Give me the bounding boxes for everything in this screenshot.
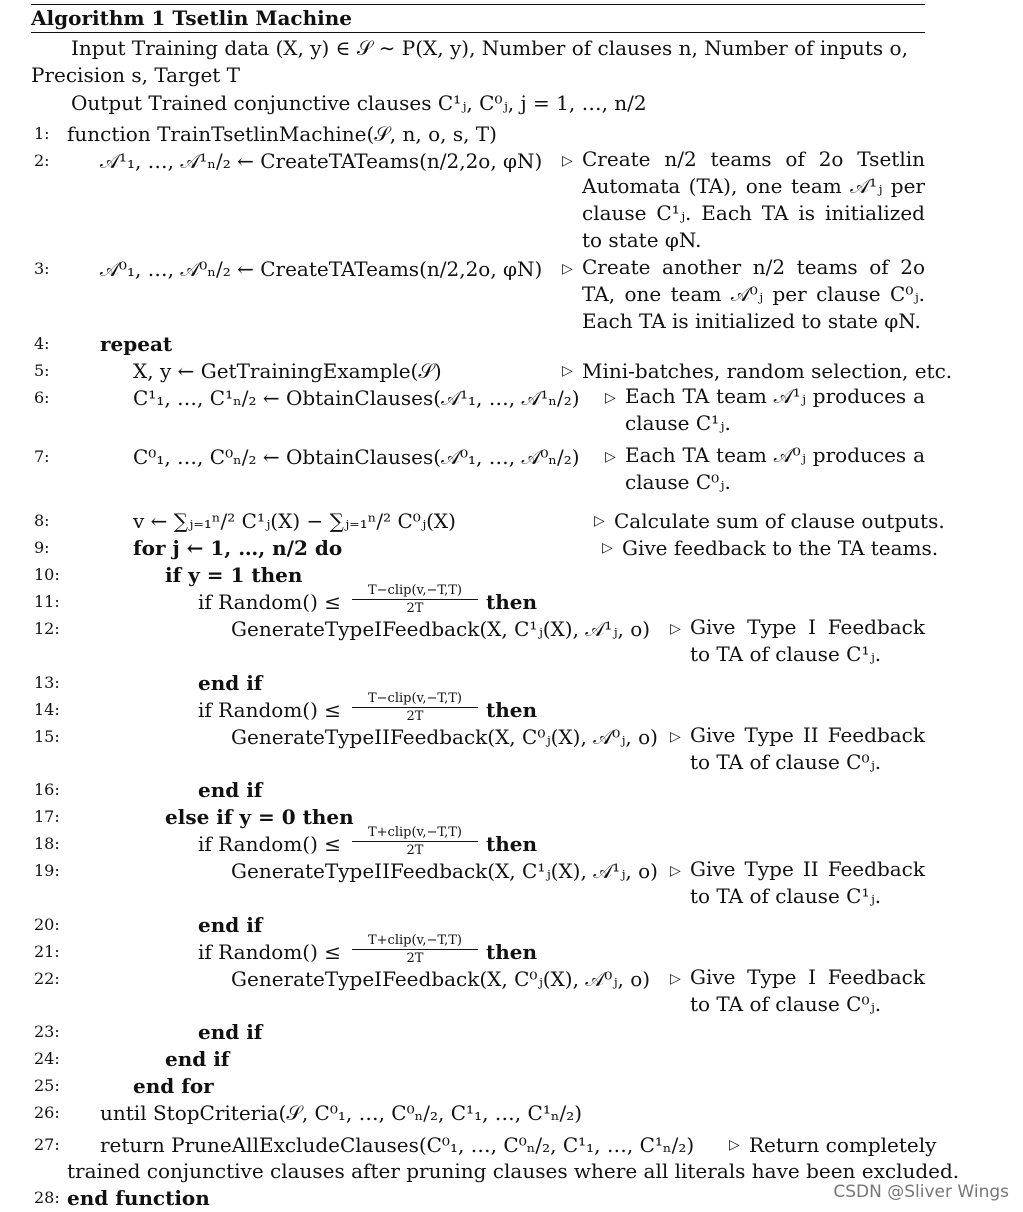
fraction-numerator: T−clip(v,−T,T) — [367, 583, 462, 598]
fraction-bar — [352, 841, 478, 842]
code-line: end if — [198, 913, 263, 937]
code-line: GenerateTypeIIFeedback(X, C¹ⱼ(X), 𝒜¹ⱼ, o) — [231, 859, 658, 883]
line-number: 25: — [34, 1076, 60, 1095]
comment: Give Type II Feedback to TA of clause C⁰ⱼ. — [690, 723, 925, 774]
code-line: if Random() ≤ — [198, 940, 342, 964]
code-line: GenerateTypeIFeedback(X, C¹ⱼ(X), 𝒜¹ⱼ, o) — [231, 617, 651, 641]
code-line: end if — [198, 778, 263, 802]
code-line: GenerateTypeIIFeedback(X, C⁰ⱼ(X), 𝒜⁰ⱼ, o) — [231, 725, 658, 749]
algorithm-title: Algorithm 1 Tsetlin Machine — [31, 6, 353, 30]
comment: Calculate sum of clause outputs. — [614, 509, 945, 533]
line-number: 20: — [34, 915, 60, 934]
line-number: 21: — [34, 942, 60, 961]
code-line: end for — [133, 1074, 214, 1098]
comment-triangle-icon: ▷ — [594, 513, 605, 529]
comment: Mini-batches, random selection, etc. — [582, 359, 953, 383]
code-line: function TrainTsetlinMachine(𝒮, n, o, s, T) — [67, 122, 497, 146]
code-line: return PruneAllExcludeClauses(C⁰₁, …, C⁰ₙ/₂, C¹₁, …, C¹ₙ/₂) — [100, 1133, 695, 1157]
line-number: 1: — [34, 124, 50, 143]
then-keyword: then — [486, 698, 538, 722]
line-number: 5: — [34, 361, 50, 380]
comment: Give Type I Feedback to TA of clause C⁰ⱼ. — [690, 965, 925, 1016]
comment-triangle-icon: ▷ — [562, 153, 573, 169]
line-number: 19: — [34, 861, 60, 880]
code-line: end function — [67, 1186, 210, 1210]
code-line: if Random() ≤ — [198, 590, 342, 614]
comment-triangle-icon: ▷ — [670, 621, 681, 637]
line-number: 22: — [34, 969, 60, 988]
line-number: 18: — [34, 834, 60, 853]
code-line: if Random() ≤ — [198, 698, 342, 722]
fraction-bar — [352, 707, 478, 708]
top-rule — [31, 4, 925, 5]
comment-triangle-icon: ▷ — [670, 971, 681, 987]
input-line-2: Precision s, Target T — [31, 63, 241, 87]
line-number: 27: — [34, 1135, 60, 1154]
line-number: 28: — [34, 1188, 60, 1207]
line-number: 12: — [34, 619, 60, 638]
then-keyword: then — [486, 940, 538, 964]
comment: Return completely — [749, 1133, 937, 1157]
code-line: end if — [198, 671, 263, 695]
comment: Create n/2 teams of 2o Tsetlin Automata (TA), one team 𝒜¹ⱼ per clause C¹ⱼ. Each TA is initialized to state φN. — [582, 147, 925, 252]
comment: Each TA team 𝒜¹ⱼ produces a clause C¹ⱼ. — [625, 384, 925, 435]
comment: Give Type II Feedback to TA of clause C¹ⱼ. — [690, 857, 925, 908]
fraction-denominator: 2T — [406, 951, 424, 966]
fraction-bar — [352, 599, 478, 600]
input-line: Input Training data (X, y) ∈ 𝒮 ∼ P(X, y), Number of clauses n, Number of inputs o, — [71, 36, 908, 60]
code-line: else if y = 0 then — [165, 805, 354, 829]
line-number: 9: — [34, 538, 50, 557]
line-number: 13: — [34, 673, 60, 692]
code-line: C⁰₁, …, C⁰ₙ/₂ ← ObtainClauses(𝒜⁰₁, …, 𝒜⁰ₙ/₂) — [133, 445, 580, 469]
comment-triangle-icon: ▷ — [562, 261, 573, 277]
line-number: 10: — [34, 565, 60, 584]
line-number: 6: — [34, 388, 50, 407]
line-number: 11: — [34, 592, 60, 611]
line-number: 7: — [34, 447, 50, 466]
comment-triangle-icon: ▷ — [605, 449, 616, 465]
line-number: 17: — [34, 807, 60, 826]
line-number: 3: — [34, 259, 50, 278]
title-rule — [31, 32, 925, 33]
comment: Create another n/2 teams of 2o TA, one team 𝒜⁰ⱼ per clause C⁰ⱼ. Each TA is initialized to state φN. — [582, 255, 925, 333]
fraction-bar — [352, 949, 478, 950]
line-number: 26: — [34, 1103, 60, 1122]
comment-triangle-icon: ▷ — [562, 363, 573, 379]
line-number: 14: — [34, 700, 60, 719]
line-number: 4: — [34, 334, 50, 353]
code-line: 𝒜¹₁, …, 𝒜¹ₙ/₂ ← CreateTATeams(n/2,2o, φN) — [100, 149, 543, 173]
comment-triangle-icon: ▷ — [605, 390, 616, 406]
comment-triangle-icon: ▷ — [602, 540, 613, 556]
watermark: CSDN @Sliver Wings — [833, 1182, 1009, 1202]
code-line: X, y ← GetTrainingExample(𝒮) — [133, 359, 442, 383]
code-line: if y = 1 then — [165, 563, 303, 587]
comment-triangle-icon: ▷ — [670, 729, 681, 745]
fraction-numerator: T−clip(v,−T,T) — [367, 691, 462, 706]
fraction-denominator: 2T — [406, 601, 424, 616]
then-keyword: then — [486, 832, 538, 856]
comment-triangle-icon: ▷ — [670, 863, 681, 879]
comment: Give Type I Feedback to TA of clause C¹ⱼ. — [690, 615, 925, 666]
code-line: v ← ∑ⱼ₌₁ⁿ/² C¹ⱼ(X) − ∑ⱼ₌₁ⁿ/² C⁰ⱼ(X) — [133, 509, 456, 533]
line-number: 2: — [34, 151, 50, 170]
comment-triangle-icon: ▷ — [729, 1137, 740, 1153]
line-number: 23: — [34, 1022, 60, 1041]
code-line: 𝒜⁰₁, …, 𝒜⁰ₙ/₂ ← CreateTATeams(n/2,2o, φN) — [100, 257, 543, 281]
code-line: for j ← 1, …, n/2 do — [133, 536, 343, 560]
fraction-numerator: T+clip(v,−T,T) — [367, 825, 462, 840]
comment: Each TA team 𝒜⁰ⱼ produces a clause C⁰ⱼ. — [625, 443, 925, 494]
fraction-numerator: T+clip(v,−T,T) — [367, 933, 462, 948]
line-number: 8: — [34, 511, 50, 530]
code-line: GenerateTypeIFeedback(X, C⁰ⱼ(X), 𝒜⁰ⱼ, o) — [231, 967, 651, 991]
line-number: 24: — [34, 1049, 60, 1068]
comment: Give feedback to the TA teams. — [622, 536, 939, 560]
code-line: until StopCriteria(𝒮, C⁰₁, …, C⁰ₙ/₂, C¹₁, …, C¹ₙ/₂) — [100, 1101, 583, 1125]
then-keyword: then — [486, 590, 538, 614]
output-line: Output Trained conjunctive clauses C¹ⱼ, C⁰ⱼ, j = 1, …, n/2 — [71, 91, 647, 115]
code-line: end if — [198, 1020, 263, 1044]
comment-continued: trained conjunctive clauses after pruning clauses where all literals have been excluded. — [67, 1159, 960, 1183]
line-number: 15: — [34, 727, 60, 746]
fraction-denominator: 2T — [406, 709, 424, 724]
code-line: C¹₁, …, C¹ₙ/₂ ← ObtainClauses(𝒜¹₁, …, 𝒜¹ₙ/₂) — [133, 386, 580, 410]
code-line: end if — [165, 1047, 230, 1071]
fraction-denominator: 2T — [406, 843, 424, 858]
code-line: if Random() ≤ — [198, 832, 342, 856]
code-line: repeat — [100, 332, 173, 356]
line-number: 16: — [34, 780, 60, 799]
